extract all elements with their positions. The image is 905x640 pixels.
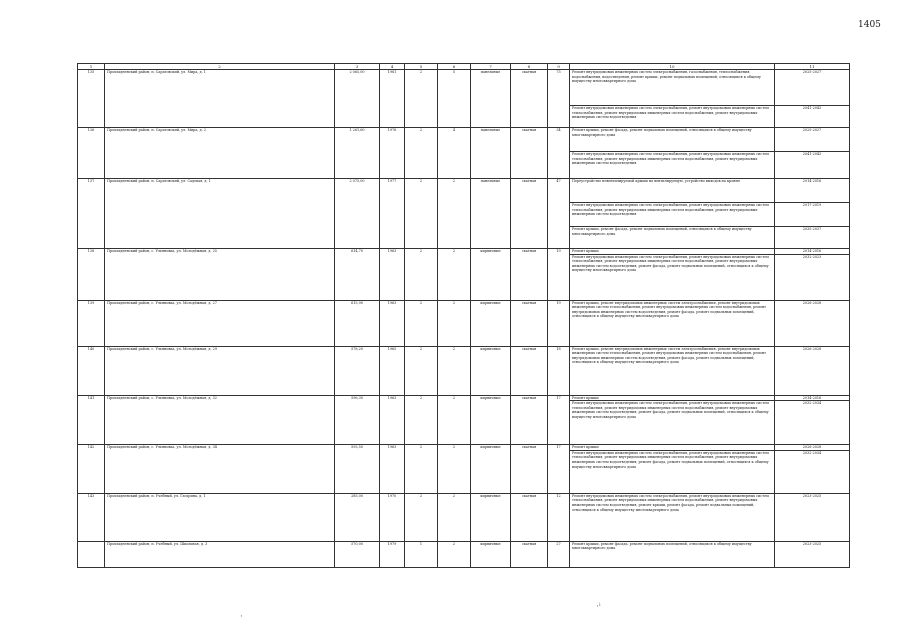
repair-program-table	[77, 63, 850, 568]
entrances: 2	[438, 179, 471, 249]
repair-period: 2032-2023	[775, 254, 850, 300]
floors: 2	[405, 493, 438, 541]
floors: 2	[405, 128, 438, 179]
row-number: 135	[78, 70, 105, 128]
apartments: 17	[548, 395, 570, 445]
house-area: 614,70	[335, 249, 380, 301]
scan-mark: ·ⁱ	[596, 602, 601, 612]
column-header: 10	[570, 64, 775, 70]
house-area: 578,20	[335, 346, 380, 395]
apartments: 19	[548, 300, 570, 346]
build-year: 1970	[380, 493, 405, 541]
roof-type: скатная	[511, 346, 548, 395]
repair-period: 2041-2043	[775, 106, 850, 128]
floors: 2	[405, 179, 438, 249]
floors: 2	[405, 70, 438, 128]
house-area: 285,00	[335, 493, 380, 541]
row-number	[78, 541, 105, 567]
repair-period: 2017-2019	[775, 203, 850, 227]
house-address: Прохладненский район, с. Ульяновка, ул. Молодёжная, д. 29	[105, 346, 335, 395]
build-year: 1977	[380, 179, 405, 249]
row-number: 141	[78, 395, 105, 445]
house-area: 2 065,00	[335, 70, 380, 128]
wall-material: панельные	[471, 128, 511, 179]
column-header: 2	[105, 64, 335, 70]
repair-work: Ремонт внутридомовых инженерных систем электроснабжения, газоснабжения, теплоснабжения, водоснабжения, водоотведения, ремонт крыши, ремонт подвальных помещений, относящихся к общему имуществу многоквартирного дома	[570, 70, 775, 106]
house-area: 593,50	[335, 445, 380, 494]
table-row	[78, 179, 850, 203]
table-row	[78, 300, 850, 346]
house-area: 2 075,00	[335, 179, 380, 249]
repair-period: 2026-2028	[775, 346, 850, 395]
row-number: 140	[78, 346, 105, 395]
house-area: 615,90	[335, 300, 380, 346]
repair-work: Ремонт крыши	[570, 445, 775, 451]
roof-type: скатная	[511, 395, 548, 445]
row-number: 137	[78, 179, 105, 249]
repair-period: 2014-2016	[775, 179, 850, 203]
floors: 2	[405, 346, 438, 395]
build-year: 1963	[380, 249, 405, 301]
build-year: 1963	[380, 445, 405, 494]
entrances: 2	[438, 300, 471, 346]
roof-type: скатная	[511, 300, 548, 346]
wall-material: кирпичные	[471, 493, 511, 541]
apartments: 27	[548, 541, 570, 567]
repair-work: Ремонт внутридомовых инженерных систем электроснабжения, ремонт внутридомовых инженерных систем теплоснабжения, ремонт внутридомовых инженерных систем водоснабжения, ремонт внутридомовых инженерных систем водоотведения, ремонт фасада, ремонт подвальных помещений, относящихся к общему имуществу многоквартирного дома	[570, 401, 775, 445]
repair-work: Ремонт крыши, ремонт фасада, ремонт подвальных помещений, относящихся к общему имуществу многоквартирного дома	[570, 541, 775, 567]
house-address: Прохладненский район, п. Саратовский, ул. Мира, д. 2	[105, 128, 335, 179]
table-row	[78, 493, 850, 541]
wall-material: кирпичные	[471, 249, 511, 301]
wall-material: кирпичные	[471, 346, 511, 395]
house-area: 1 261,60	[335, 128, 380, 179]
column-header: 9	[548, 64, 570, 70]
row-number: 143	[78, 493, 105, 541]
house-area: 596,30	[335, 395, 380, 445]
build-year: 1963	[380, 395, 405, 445]
apartments: 47	[548, 179, 570, 249]
house-address: Прохладненский район, с. Ульяновка, ул. Молодёжная, д. 34	[105, 445, 335, 494]
build-year: 1979	[380, 541, 405, 567]
house-address: Прохладненский район, с. Ульяновка, ул. Молодёжная, д. 32	[105, 395, 335, 445]
wall-material: панельные	[471, 70, 511, 128]
repair-period: 2014-2016	[775, 395, 850, 401]
apartments: 75	[548, 70, 570, 128]
apartments: 34	[548, 128, 570, 179]
floors: 2	[405, 300, 438, 346]
build-year: 1981	[380, 70, 405, 128]
build-year: 1976	[380, 128, 405, 179]
column-header: 1	[78, 64, 105, 70]
column-header: 11	[775, 64, 850, 70]
entrances: 2	[438, 445, 471, 494]
row-number: 142	[78, 445, 105, 494]
roof-type: скатная	[511, 493, 548, 541]
repair-period: 2025-2027	[775, 128, 850, 152]
repair-work: Ремонт крыши	[570, 249, 775, 255]
build-year: 1965	[380, 346, 405, 395]
row-number: 136	[78, 128, 105, 179]
entrances: 5	[438, 70, 471, 128]
row-number: 138	[78, 249, 105, 301]
table-row	[78, 346, 850, 395]
entrances: 2	[438, 541, 471, 567]
apartments: 12	[548, 493, 570, 541]
roof-type: скатная	[511, 128, 548, 179]
house-address: Прохладненский район, п. Учебный, ул. Школьная, д. 3	[105, 541, 335, 567]
repair-work: Ремонт внутридомовых инженерных систем электроснабжения, ремонт внутридомовых инженерных систем теплоснабжения, ремонт внутридомовых инженерных систем водоснабжения, ремонт внутридомовых инженерных систем водоотведения	[570, 106, 775, 128]
roof-type: скатная	[511, 70, 548, 128]
repair-work: Ремонт крыши, ремонт фасада, ремонт подвальных помещений, относящихся к общему имуществу многоквартирного дома	[570, 227, 775, 249]
scan-mark: ·	[240, 612, 243, 622]
entrances: 2	[438, 249, 471, 301]
wall-material: кирпичные	[471, 300, 511, 346]
repair-period: 2026-2028	[775, 300, 850, 346]
table-row	[78, 541, 850, 567]
column-header: 6	[438, 64, 471, 70]
roof-type: скатная	[511, 249, 548, 301]
repair-work: Ремонт внутридомовых инженерных систем электроснабжения, ремонт внутридомовых инженерных систем теплоснабжения, ремонт внутридомовых инженерных систем водоснабжения, ремонт внутридомовых инженерных систем водоотведения	[570, 152, 775, 179]
repair-period: 2025-2027	[775, 70, 850, 106]
floors: 2	[405, 249, 438, 301]
repair-period: 2035-2037	[775, 227, 850, 249]
repair-period: 2032-2034	[775, 401, 850, 445]
wall-material: кирпичные	[471, 395, 511, 445]
build-year: 1963	[380, 300, 405, 346]
wall-material: кирпичные	[471, 445, 511, 494]
entrances: 2	[438, 395, 471, 445]
repair-period: 2023-2025	[775, 541, 850, 567]
entrances: 2	[438, 346, 471, 395]
repair-work: Ремонт внутридомовых инженерных систем электроснабжения, ремонт внутридомовых инженерных систем теплоснабжения, ремонт внутридомовых инженерных систем водоснабжения, ремонт внутридомовых инженерных систем водоотведения, ремонт фасада, ремонт подвальных помещений, относящихся к общему имуществу многоквартирного дома	[570, 254, 775, 300]
house-address: Прохладненский район, п. Саратовский, ул. Мира, д. 1	[105, 70, 335, 128]
repair-period: 2032-2034	[775, 450, 850, 493]
repair-work: Ремонт крыши	[570, 395, 775, 401]
table-row	[78, 70, 850, 106]
column-header: 8	[511, 64, 548, 70]
repair-work: Переустройство невентилируемой крыши на вентилируемую, устройство выходов на кровлю	[570, 179, 775, 203]
wall-material: кирпичные	[471, 541, 511, 567]
house-address: Прохладненский район, п. Саратовский, ул. Садовая, д. 1	[105, 179, 335, 249]
repair-work: Ремонт внутридомовых инженерных систем электроснабжения, ремонт внутридомовых инженерных систем теплоснабжения, ремонт внутридомовых инженерных систем водоснабжения, ремонт внутридомовых инженерных систем водоотведения, ремонт крыши, ремонт фасада, ремонт подвальных помещений, относящихся к общему имуществу многоквартирного дома	[570, 493, 775, 541]
repair-period: 2026-2028	[775, 445, 850, 451]
entrances: 2	[438, 493, 471, 541]
repair-work: Ремонт внутридомовых инженерных систем электроснабжения, ремонт внутридомовых инженерных систем теплоснабжения, ремонт внутридомовых инженерных систем водоснабжения, ремонт внутридомовых инженерных систем водоотведения, ремонт фасада, ремонт подвальных помещений, относящихся к общему имуществу многоквартирного дома	[570, 450, 775, 493]
entrances: 4	[438, 128, 471, 179]
repair-period: 2041-2043	[775, 152, 850, 179]
column-header: 4	[380, 64, 405, 70]
row-number: 139	[78, 300, 105, 346]
floors: 2	[405, 445, 438, 494]
wall-material: панельные	[471, 179, 511, 249]
apartments: 17	[548, 445, 570, 494]
floors: 1	[405, 541, 438, 567]
apartments: 19	[548, 249, 570, 301]
floors: 2	[405, 395, 438, 445]
apartments: 18	[548, 346, 570, 395]
column-header: 7	[471, 64, 511, 70]
repair-work: Ремонт крыши, ремонт фасада, ремонт подвальных помещений, относящихся к общему имуществу многоквартирного дома	[570, 128, 775, 152]
repair-work: Ремонт крыши, ремонт внутридомовых инженерных систем электроснабжения, ремонт внутридомовых инженерных систем теплоснабжения, ремонт внутридомовых инженерных систем водоснабжения, ремонт внутридомовых инженерных систем водоотведения, ремонт фасада, ремонт подвальных помещений, относящихся к общему имуществу многоквартирного дома	[570, 346, 775, 395]
house-area: 570,00	[335, 541, 380, 567]
house-address: Прохладненский район, п. Учебный, ул. Гагарина, д. 1	[105, 493, 335, 541]
repair-period: 2014-2016	[775, 249, 850, 255]
repair-work: Ремонт крыши, ремонт внутридомовых инженерных систем электроснабжения, ремонт внутридомовых инженерных систем теплоснабжения, ремонт внутридомовых инженерных систем водоснабжения, ремонт внутридомовых инженерных систем водоотведения, ремонт фасада, ремонт подвальных помещений, относящихся к общему имуществу многоквартирного дома	[570, 300, 775, 346]
column-header: 3	[335, 64, 380, 70]
roof-type: скатная	[511, 179, 548, 249]
repair-work: Ремонт внутридомовых инженерных систем электроснабжения, ремонт внутридомовых инженерных систем теплоснабжения, ремонт внутридомовых инженерных систем водоснабжения, ремонт внутридомовых инженерных систем водоотведения	[570, 203, 775, 227]
roof-type: скатная	[511, 445, 548, 494]
house-address: Прохладненский район, с. Ульяновка, ул. Молодёжная, д. 27	[105, 300, 335, 346]
table-row	[78, 128, 850, 152]
column-header: 5	[405, 64, 438, 70]
house-address: Прохладненский район, с. Ульяновка, ул. Молодёжная, д. 25	[105, 249, 335, 301]
roof-type: скатная	[511, 541, 548, 567]
repair-period: 2023-2025	[775, 493, 850, 541]
table-body	[78, 70, 850, 568]
page-number: 1405	[858, 20, 881, 30]
